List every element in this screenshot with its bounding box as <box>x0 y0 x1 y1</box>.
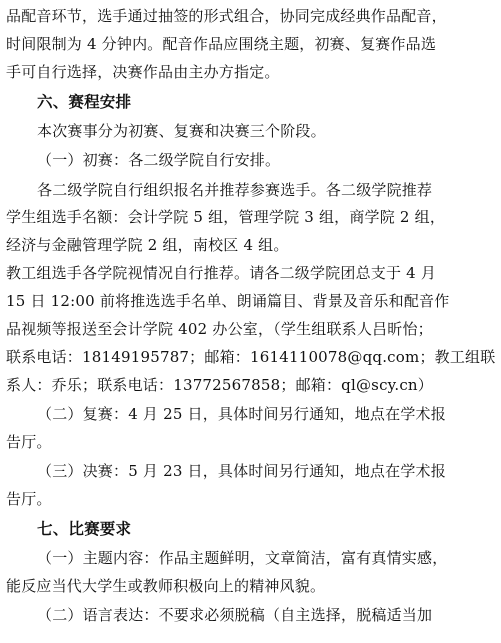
body-text-line: 能反应当代大学生或教师积极向上的精神风貌。 <box>6 577 326 595</box>
subsection-line: （二）复赛：4 月 25 日，具体时间另行通知，地点在学术报 <box>37 405 446 423</box>
body-text-line: 告厅。 <box>6 433 52 451</box>
body-text-line: 品视频等报送至会计学院 402 办公室，（学生组联系人吕昕怡； <box>6 320 433 338</box>
body-text-line: 本次赛事分为初赛、复赛和决赛三个阶段。 <box>37 122 326 140</box>
body-text-line: 学生组选手名额：会计学院 5 组，管理学院 3 组，商学院 2 组， <box>6 208 446 226</box>
subsection-line: （一）初赛：各二级学院自行安排。 <box>37 151 281 169</box>
body-text-line: 联系电话：18149195787；邮箱：1614110078@qq.com；教工组联 <box>6 348 496 366</box>
body-text-line: 经济与金融管理学院 2 组，南校区 4 组。 <box>6 236 289 254</box>
body-text-line: 各二级学院自行组织报名并推荐参赛选手。各二级学院推荐 <box>37 181 433 199</box>
body-text-line: 手可自行选择，决赛作品由主办方指定。 <box>6 63 280 81</box>
body-text-line: 时间限制为 4 分钟内。配音作品应围绕主题，初赛、复赛作品选 <box>6 35 437 53</box>
subsection-line: （三）决赛：5 月 23 日，具体时间另行通知，地点在学术报 <box>37 462 446 480</box>
body-text-line: 品配音环节，选手通过抽签的形式组合，协同完成经典作品配音， <box>6 7 447 25</box>
body-text-line: 系人：乔乐；联系电话：13772567858；邮箱：ql@scy.cn） <box>6 376 433 394</box>
section-heading: 六、赛程安排 <box>37 93 132 111</box>
body-text-line: 教工组选手各学院视情况自行推荐。请各二级学院团总支于 4 月 <box>6 264 437 282</box>
body-text-line: 15 日 12:00 前将推选选手名单、朗诵篇目、背景及音乐和配音作 <box>6 292 450 310</box>
body-text-line: 告厅。 <box>6 490 52 508</box>
subsection-line: （一）主题内容：作品主题鲜明，文章简洁，富有真情实感， <box>37 549 448 567</box>
section-heading: 七、比赛要求 <box>37 520 132 538</box>
subsection-line: （二）语言表达：不要求必须脱稿（自主选择，脱稿适当加 <box>37 606 433 624</box>
